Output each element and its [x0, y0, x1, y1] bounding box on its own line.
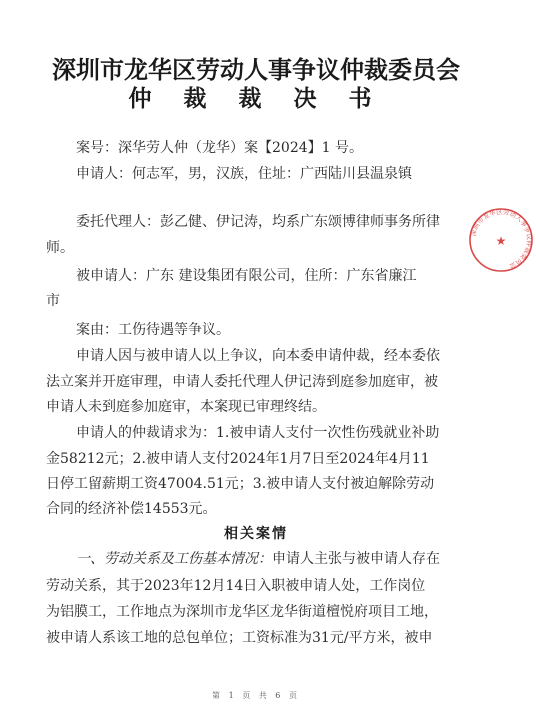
facts-line-1-text: 申请人主张与被申请人存在	[272, 551, 440, 567]
svg-text:★: ★	[495, 234, 507, 248]
procedure-line-2: 法立案并开庭审理，申请人委托代理人伊记涛到庭参加庭审，被	[46, 374, 438, 390]
seal-text: 深圳市龙华区劳动人事争议仲裁委员会	[469, 207, 534, 271]
facts-line-3: 为铝膜工，工作地点为深圳市龙华区龙华街道檀悦府项目工地，	[46, 604, 438, 620]
claims-line-4: 合同的经济补偿14553元。	[46, 501, 217, 517]
agent-line: 委托代理人：彭乙健、伊记涛，均系广东颂博律师事务所律	[76, 214, 440, 230]
facts-line-2: 劳动关系，其于2023年12月14日入职被申请人处，工作岗位	[46, 578, 426, 594]
claims-line-1: 申请人的仲裁请求为：1.被申请人支付一次性伤残就业补助	[76, 425, 440, 441]
doc-type-title: 仲 裁 裁 决 书	[128, 86, 384, 112]
agent-line-cont: 师。	[46, 240, 74, 256]
facts-line-4: 被申请人系该工地的总包单位；工资标准为31元/平方米，被申	[46, 630, 433, 646]
official-seal-icon	[466, 205, 536, 275]
respondent-line: 被申请人：广东 建设集团有限公司，住所：广东省廉江	[76, 268, 417, 284]
claims-line-2: 金58212元；2.被申请人支付2024年1月7日至2024年4月11	[46, 451, 430, 467]
page-number: 第 1 页 共 6 页	[212, 691, 300, 700]
cause-line: 案由：工伤待遇等争议。	[76, 322, 230, 338]
respondent-line-cont: 市	[46, 293, 60, 309]
case-number-line: 案号：深华劳人仲（龙华）案【2024】1 号。	[76, 140, 363, 156]
claims-line-3: 日停工留薪期工资47004.51元；3.被申请人支付被迫解除劳动	[46, 476, 435, 492]
procedure-line-1: 申请人因与被申请人以上争议，向本委申请仲裁，经本委依	[76, 348, 440, 364]
org-title: 深圳市龙华区劳动人事争议仲裁委员会	[52, 56, 460, 84]
section-heading: 相关案情	[224, 526, 288, 542]
procedure-line-3: 申请人未到庭参加庭审，本案现已审理终结。	[46, 399, 326, 415]
facts-subheading: 一、劳动关系及工伤基本情况：	[76, 551, 272, 567]
applicant-line: 申请人：何志军，男，汉族，住址：广西陆川县温泉镇	[76, 166, 412, 182]
facts-line-1	[76, 549, 440, 569]
